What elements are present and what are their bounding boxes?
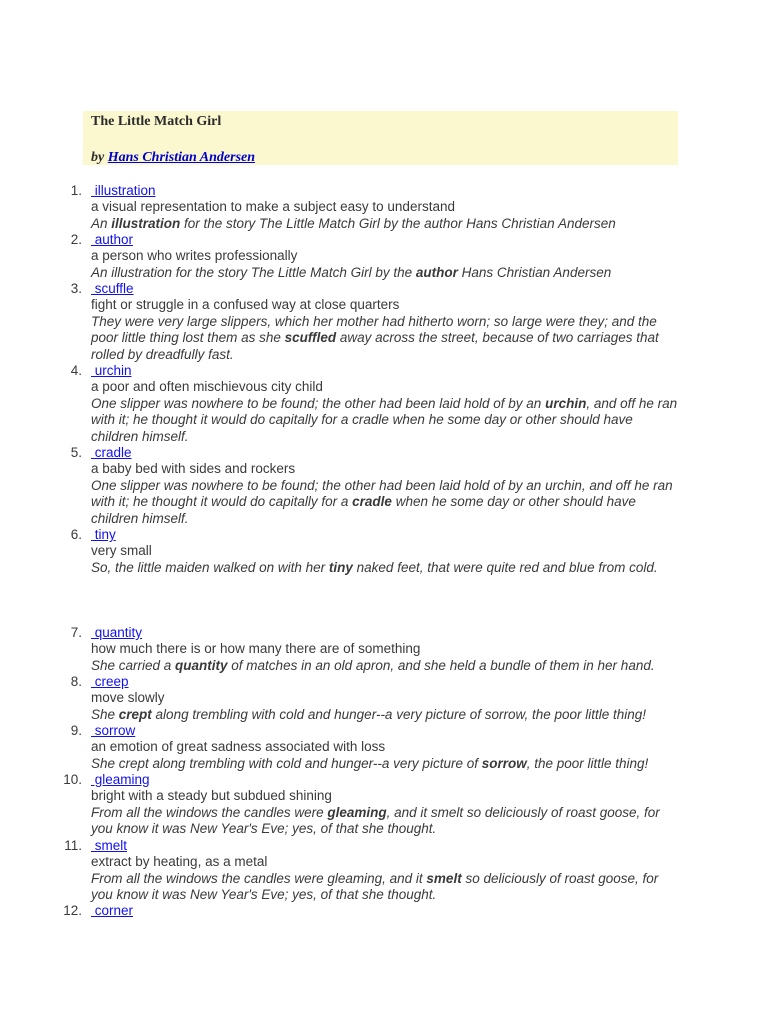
word-link[interactable]: quantity bbox=[91, 625, 143, 640]
highlighted-word: quantity bbox=[175, 657, 228, 673]
example-sentence: So, the little maiden walked on with her tiny naked feet, that were quite red and blue from cold. bbox=[91, 559, 658, 575]
example-sentence: One slipper was nowhere to be found; the other had been laid hold of by an urchin, and off he ran with it; he thought it would do capitally for a cradle when he some day or other should have children himself. bbox=[91, 477, 673, 526]
author-link[interactable]: Hans Christian Andersen bbox=[107, 150, 256, 165]
highlighted-word: crept bbox=[118, 706, 152, 722]
example-sentence: She carried a quantity of matches in an old apron, and she held a bundle of them in her hand. bbox=[91, 657, 655, 673]
item-number: 10. bbox=[63, 772, 82, 787]
word-link[interactable]: scuffle bbox=[91, 281, 134, 296]
example-sentence: She crept along trembling with cold and hunger--a very picture of sorrow, the poor little thing! bbox=[91, 706, 647, 722]
definition: an emotion of great sadness associated with loss bbox=[91, 739, 386, 755]
definition: very small bbox=[91, 543, 152, 559]
item-number: 7. bbox=[70, 625, 82, 640]
item-number: 8. bbox=[70, 674, 82, 689]
example-sentence: One slipper was nowhere to be found; the other had been laid hold of by an urchin, and off he ran with it; he thought it would do capitally for a cradle when he some day or other should have children himself. bbox=[91, 395, 678, 444]
highlighted-word: cradle bbox=[352, 494, 392, 510]
word-link[interactable]: tiny bbox=[91, 527, 116, 542]
definition: a person who writes professionally bbox=[91, 248, 298, 264]
example-sentence: From all the windows the candles were gleaming, and it smelt so deliciously of roast goose, for you know it was New Year's Eve; yes, of that she thought. bbox=[91, 804, 660, 837]
item-number: 6. bbox=[70, 527, 82, 542]
title-banner bbox=[83, 111, 678, 165]
definition: bright with a steady but subdued shining bbox=[91, 788, 332, 804]
highlighted-word: smelt bbox=[426, 870, 462, 886]
word-link[interactable]: corner bbox=[91, 903, 134, 918]
word-link[interactable]: sorrow bbox=[91, 723, 136, 738]
item-number: 5. bbox=[70, 445, 82, 460]
definition: a visual representation to make a subject easy to understand bbox=[91, 199, 455, 215]
item-number: 3. bbox=[70, 281, 82, 296]
definition: extract by heating, as a metal bbox=[91, 854, 268, 870]
highlighted-word: gleaming bbox=[327, 804, 387, 820]
item-number: 9. bbox=[70, 723, 82, 738]
highlighted-word: author bbox=[415, 264, 458, 280]
example-sentence: An illustration for the story The Little Match Girl by the author Hans Christian Andersen bbox=[91, 264, 612, 280]
word-link[interactable]: author bbox=[91, 232, 134, 247]
item-number: 1. bbox=[70, 183, 82, 198]
example-sentence: From all the windows the candles were gleaming, and it smelt so deliciously of roast goose, for you know it was New Year's Eve; yes, of that she thought. bbox=[91, 870, 659, 903]
definition: fight or struggle in a confused way at close quarters bbox=[91, 297, 400, 313]
word-link[interactable]: gleaming bbox=[91, 772, 150, 787]
definition: a baby bed with sides and rockers bbox=[91, 461, 296, 477]
item-number: 4. bbox=[70, 363, 82, 378]
word-link[interactable]: cradle bbox=[91, 445, 132, 460]
definition: move slowly bbox=[91, 690, 165, 706]
word-link[interactable]: smelt bbox=[91, 838, 128, 853]
item-number: 11. bbox=[64, 838, 82, 853]
page-title: The Little Match Girl bbox=[91, 114, 222, 129]
example-sentence: She crept along trembling with cold and hunger--a very picture of sorrow, the poor little thing! bbox=[91, 755, 649, 771]
highlighted-word: sorrow bbox=[481, 755, 527, 771]
highlighted-word: scuffled bbox=[284, 330, 337, 346]
byline bbox=[91, 150, 255, 166]
example-sentence: An illustration for the story The Little Match Girl by the author Hans Christian Andersen bbox=[91, 215, 616, 231]
definition: how much there is or how many there are of something bbox=[91, 641, 421, 657]
item-number: 12. bbox=[63, 903, 82, 918]
byline-prefix: by bbox=[91, 150, 105, 165]
highlighted-word: tiny bbox=[328, 559, 353, 575]
highlighted-word: illustration bbox=[111, 215, 181, 231]
definition: a poor and often mischievous city child bbox=[91, 379, 323, 395]
example-sentence: They were very large slippers, which her mother had hitherto worn; so large were they; and the poor little thing lost them as she scuffled away across the street, because of two carriages that rolled by dreadfully fast. bbox=[91, 313, 659, 362]
item-number: 2. bbox=[70, 232, 82, 247]
word-link[interactable]: urchin bbox=[91, 363, 132, 378]
word-link[interactable]: illustration bbox=[91, 183, 156, 198]
highlighted-word: urchin bbox=[545, 395, 587, 411]
word-link[interactable]: creep bbox=[91, 674, 129, 689]
